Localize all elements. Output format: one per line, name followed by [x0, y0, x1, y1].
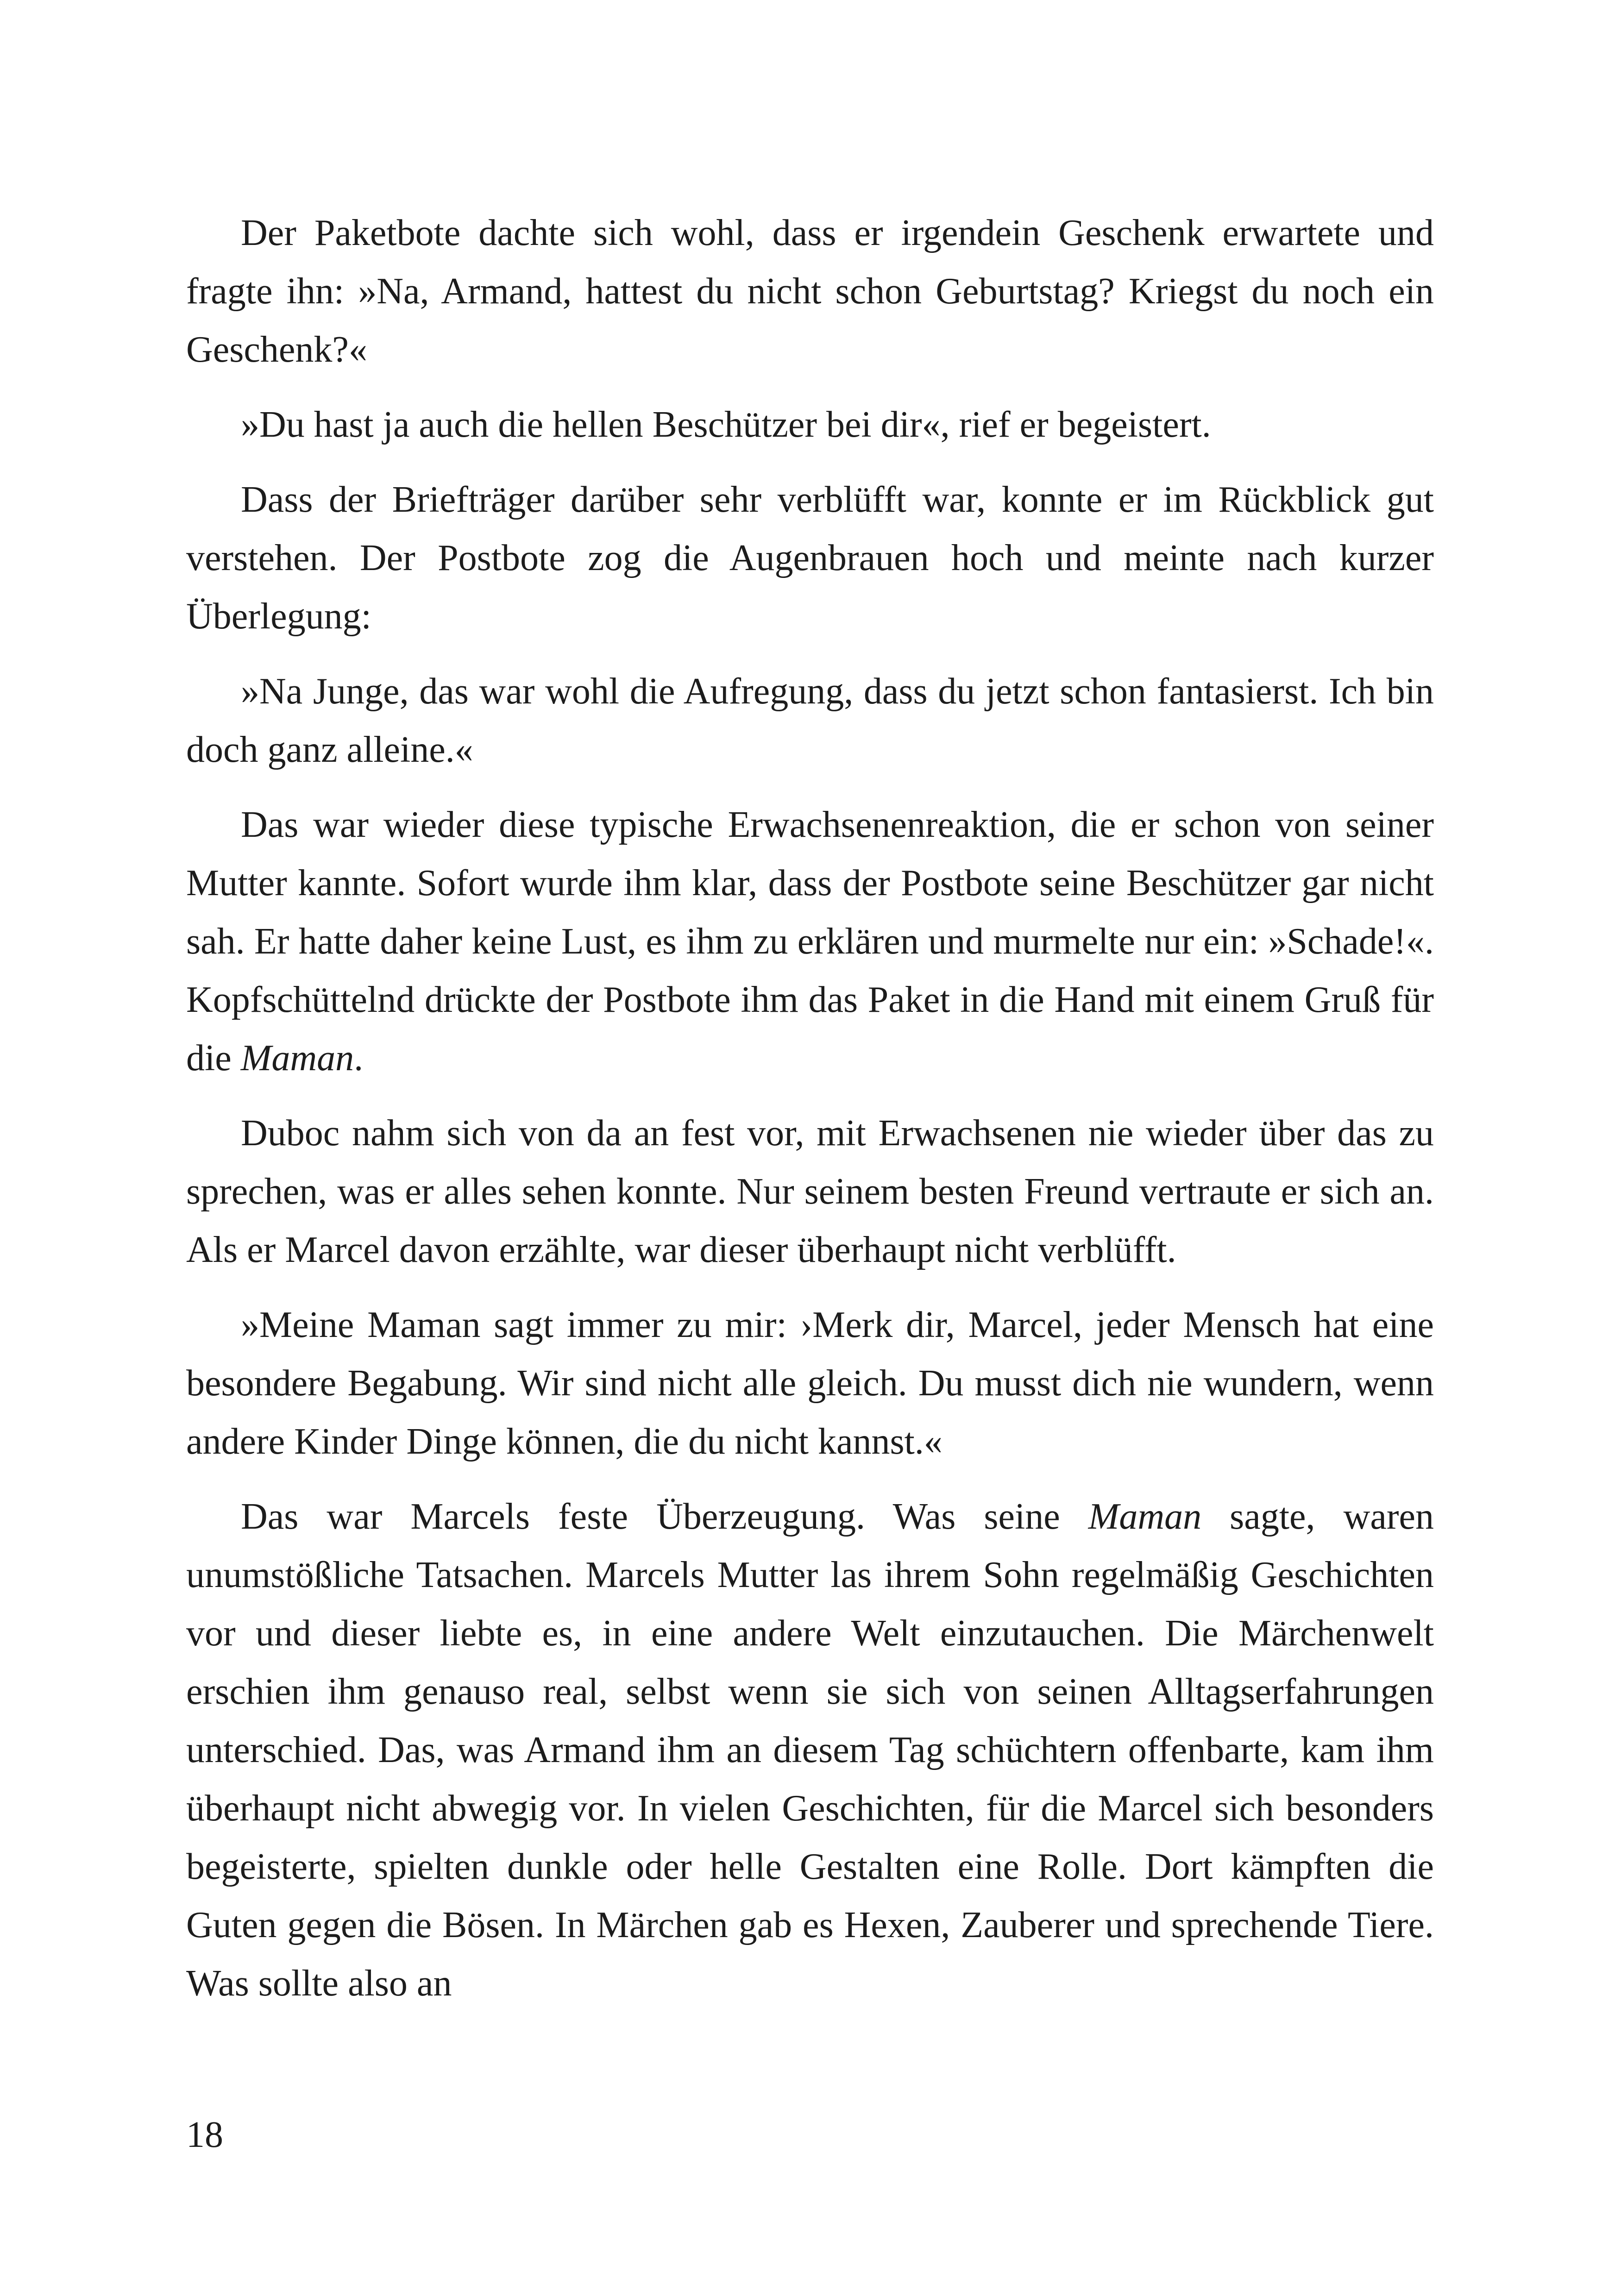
paragraph-text: Das war wieder diese typische Erwachsenenreaktion, die er schon von seiner Mutter kannte. Sofort wurde ihm klar, dass der Postbote seine Beschützer gar nicht sah. Er hatte daher keine Lust, es ihm zu erklären und murmelte nur ein: »Schade!«. Kopfschüttelnd drückte der Postbote ihm das Paket in die Hand mit einem Gruß für die	[186, 804, 1434, 1079]
paragraph-text: »Meine Maman sagt immer zu mir: ›Merk dir, Marcel, jeder Mensch hat eine besondere Begabung. Wir sind nicht alle gleich. Du musst dich nie wundern, wenn andere Kinder Dinge können, die du nicht kannst.«	[186, 1305, 1434, 1462]
page-number: 18	[186, 2114, 223, 2155]
paragraph-text: »Na Junge, das war wohl die Aufregung, dass du jetzt schon fantasierst. Ich bin doch ganz alleine.«	[186, 671, 1434, 770]
paragraph-2	[186, 395, 1434, 454]
paragraph-text: Der Paketbote dachte sich wohl, dass er irgendein Geschenk erwartete und fragte ihn: »Na, Armand, hattest du nicht schon Geburtstag? Kriegst du noch ein Geschenk?«	[186, 213, 1434, 370]
paragraph-5	[186, 796, 1434, 1087]
italic-word-maman: Maman	[1088, 1496, 1202, 1537]
paragraph-6	[186, 1104, 1434, 1279]
paragraph-text: Duboc nahm sich von da an fest vor, mit Erwachsenen nie wieder über das zu sprechen, was er alles sehen konnte. Nur seinem besten Freund vertraute er sich an. Als er Marcel davon erzählte, war dieser überhaupt nicht verblüfft.	[186, 1113, 1434, 1270]
paragraph-text: .	[354, 1038, 364, 1079]
paragraph-text: Das war Marcels feste Überzeugung. Was seine	[241, 1496, 1088, 1537]
paragraph-text: »Du hast ja auch die hellen Beschützer bei dir«, rief er begeistert.	[241, 404, 1211, 445]
paragraph-4	[186, 662, 1434, 779]
paragraph-3	[186, 470, 1434, 646]
paragraph-text: Dass der Briefträger darüber sehr verblüfft war, konnte er im Rückblick gut verstehen. Der Postbote zog die Augenbrauen hoch und meinte nach kurzer Überlegung:	[186, 479, 1434, 637]
paragraph-7	[186, 1296, 1434, 1471]
paragraph-1	[186, 204, 1434, 379]
paragraph-text: sagte, waren unumstößliche Tatsachen. Marcels Mutter las ihrem Sohn regelmäßig Geschichten vor und dieser liebte es, in eine andere Welt einzutauchen. Die Märchenwelt erschien ihm genauso real, selbst wenn sie sich von seinen Alltagserfahrungen unterschied. Das, was Armand ihm an diesem Tag schüchtern offenbarte, kam ihm überhaupt nicht abwegig vor. In vielen Geschichten, für die Marcel sich besonders begeisterte, spielten dunkle oder helle Gestalten eine Rolle. Dort kämpften die Guten gegen die Bösen. In Märchen gab es Hexen, Zauberer und sprechende Tiere. Was sollte also an	[186, 1496, 1434, 2004]
body-text	[186, 204, 1434, 2029]
paragraph-8	[186, 1487, 1434, 2013]
italic-word-maman: Maman	[240, 1038, 354, 1079]
